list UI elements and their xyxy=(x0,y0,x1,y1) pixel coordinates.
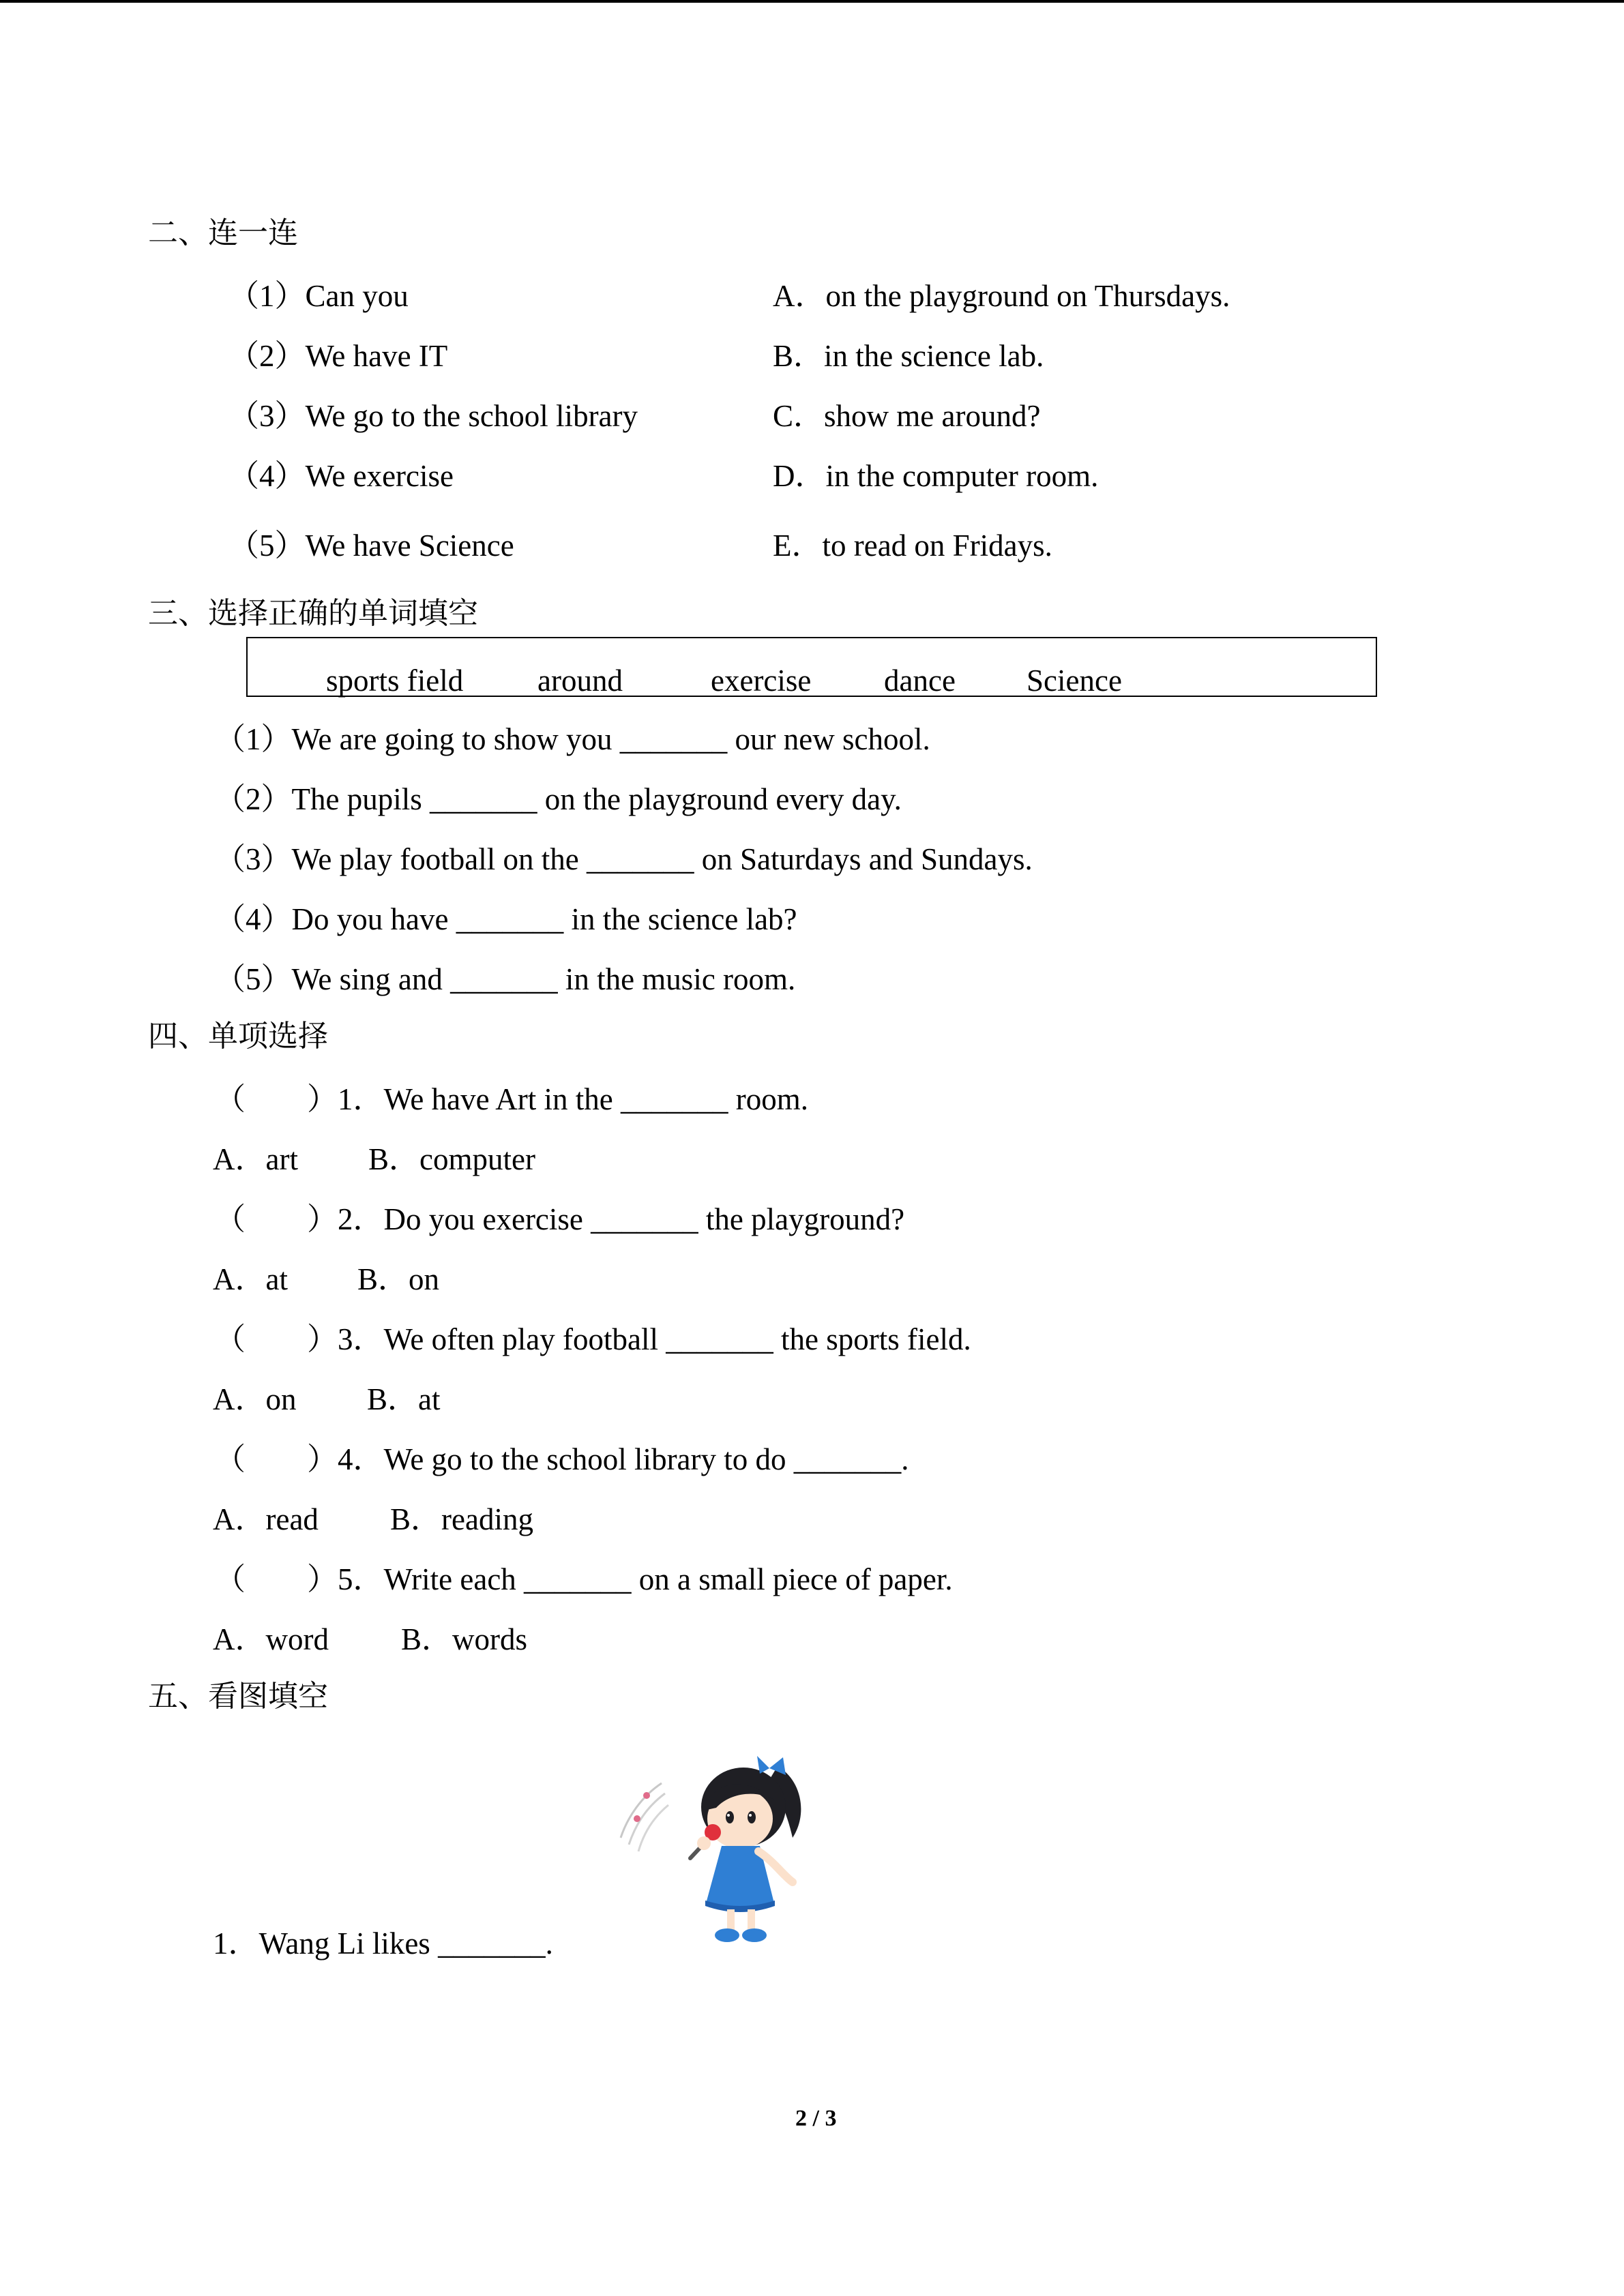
match-left-3: （3）We go to the school library xyxy=(228,399,638,433)
match-right-b: B．in the science lab. xyxy=(773,339,1044,373)
word-bank-word: dance xyxy=(884,664,956,698)
match-right-d: D．in the computer room. xyxy=(773,459,1099,493)
mc-option-a: A．read xyxy=(213,1502,319,1536)
page-number: 2 / 3 xyxy=(795,2106,837,2131)
fill-sentence-1: （1）We are going to show you _______ our new school. xyxy=(215,722,930,756)
fill-sentence-2: （2）The pupils _______ on the playground every day. xyxy=(215,782,902,816)
mc-option-b: B．reading xyxy=(390,1502,533,1536)
fill-sentence-4: （4）Do you have _______ in the science lab? xyxy=(215,902,797,936)
mc-option-b: B．on xyxy=(357,1262,440,1296)
mc-option-a: A．at xyxy=(213,1262,288,1296)
mc-option-a: A．word xyxy=(213,1622,329,1656)
mc-option-a: A．art xyxy=(213,1142,298,1176)
word-bank-word: exercise xyxy=(711,664,812,698)
picture-fill-item-1: 1．Wang Li likes _______. xyxy=(213,1926,553,1960)
match-left-2: （2）We have IT xyxy=(228,339,448,373)
match-left-1: （1）Can you xyxy=(228,279,409,313)
mc-question-4: （ ）4．We go to the school library to do _______. xyxy=(215,1442,909,1476)
word-bank-word: Science xyxy=(1027,664,1122,698)
fill-sentence-5: （5）We sing and _______ in the music room. xyxy=(215,962,796,996)
section-5-heading: 五、看图填空 xyxy=(148,1679,328,1714)
match-right-e: E．to read on Fridays. xyxy=(773,528,1052,563)
fill-sentence-3: （3）We play football on the _______ on Saturdays and Sundays. xyxy=(215,842,1033,876)
match-right-c: C．show me around? xyxy=(773,399,1041,433)
mc-option-b: B．computer xyxy=(368,1142,535,1176)
mc-question-2: （ ）2．Do you exercise _______ the playground? xyxy=(215,1202,905,1236)
mc-question-5: （ ）5．Write each _______ on a small piece of paper. xyxy=(215,1562,953,1596)
mc-question-3: （ ）3．We often play football _______ the sports field. xyxy=(215,1322,971,1356)
section-4-heading: 四、单项选择 xyxy=(148,1019,328,1054)
word-bank-word: sports field xyxy=(326,664,464,698)
mc-option-b: B．at xyxy=(367,1382,441,1416)
page-top-border xyxy=(0,0,1624,3)
match-left-4: （4）We exercise xyxy=(228,459,454,493)
word-bank-word: around xyxy=(537,664,623,698)
match-right-a: A．on the playground on Thursdays. xyxy=(773,279,1230,313)
section-2-heading: 二、连一连 xyxy=(148,215,298,250)
match-left-5: （5）We have Science xyxy=(228,528,514,563)
section-3-heading: 三、选择正确的单词填空 xyxy=(148,596,478,631)
girl-singing-illustration xyxy=(614,1742,818,1950)
mc-option-a: A．on xyxy=(213,1382,297,1416)
mc-question-1: （ ）1．We have Art in the _______ room. xyxy=(215,1082,809,1116)
mc-option-b: B．words xyxy=(401,1622,528,1656)
